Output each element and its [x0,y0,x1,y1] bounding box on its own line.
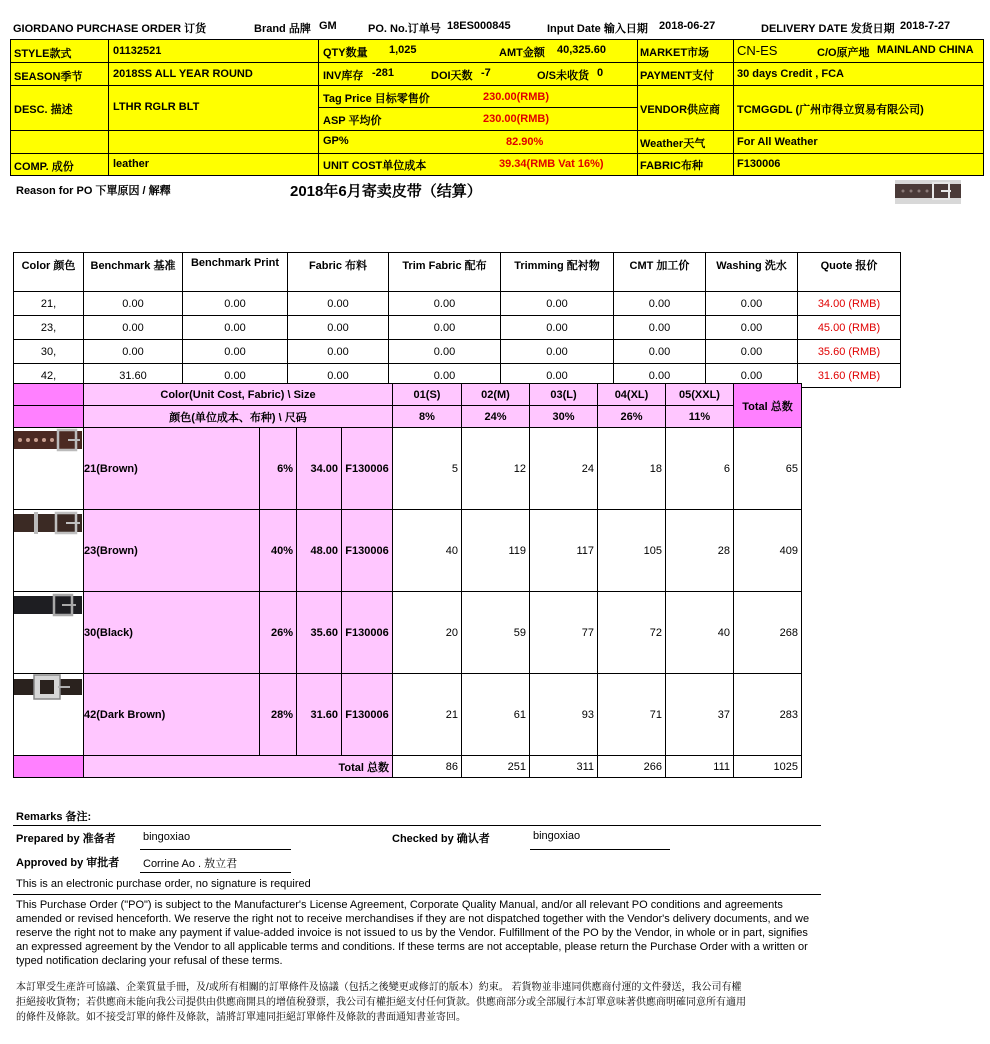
origin-value: MAINLAND CHINA [877,44,974,56]
approved-value: Corrine Ao . 敖立君 [143,858,238,870]
vendor-label: VENDOR供应商 [640,104,721,116]
qty-value: 1,025 [389,44,417,56]
gp-value: 82.90% [506,136,544,148]
asp-value: 230.00(RMB) [483,113,550,125]
remarks-label: Remarks 备注: [16,811,92,823]
terms-chinese [16,980,826,1025]
unit-cost-label: UNIT COST单位成本 [323,160,427,172]
qty-cell: 40 [393,510,462,592]
po-title: GIORDANO PURCHASE ORDER 订货 [13,23,207,35]
input-date-label: Input Date 输入日期 [547,23,648,35]
footer-total: 311 [530,756,598,778]
cost-cell: 0.00 [183,292,288,316]
terms-line: 的條件及條款。如不接受訂單的條件及條款，請將訂單連同拒絕訂單條件及條款的書面通知書並寄回。 [16,1012,466,1023]
qty-cell: 119 [462,510,530,592]
season-label: SEASON季节 [14,71,83,83]
color-cost: 31.60 [297,674,342,756]
qty-cell: 24 [530,428,598,510]
doi-label: DOI天数 [431,70,473,82]
color-name: 30(Black) [84,592,260,674]
qty-cell: 37 [666,674,734,756]
footer-total: 251 [462,756,530,778]
prepared-label: Prepared by 准备者 [16,833,116,845]
table-row [14,510,802,592]
qty-cell: 21 [393,674,462,756]
qty-cell: 117 [530,510,598,592]
doi-value: -7 [481,67,491,79]
checked-label: Checked by 确认者 [392,833,490,845]
desc-value: LTHR RGLR BLT [113,101,200,113]
desc-label: DESC. 描述 [14,104,73,116]
cost-cell: 0.00 [501,292,614,316]
brand-value: GM [319,20,337,32]
color-fabric: F130006 [342,592,393,674]
cost-cell: 0.00 [84,316,183,340]
size-header: 01(S) [393,384,462,406]
size-header: 02(M) [462,384,530,406]
terms-line: This Purchase Order ("PO") is subject to the Manufacturer's License Agreement, Corporate Quality Manual, and/or all relevant PO conditions and agreements [16,899,783,911]
reason-label: Reason for PO 下單原因 / 解釋 [16,185,171,197]
asp-label: ASP 平均价 [323,115,382,127]
cost-cell: 0.00 [706,316,798,340]
cost-header-cell: Benchmark 基准 [84,253,183,292]
unit-cost-value: 39.34(RMB Vat 16%) [499,158,604,170]
terms-line: 拒絕接收貨物；若供應商未能向我公司提供由供應商開具的增值稅發票，我公司有權拒絕支付任何貨款。供應商部分或全部履行本訂單意味著供應商明確同意所有適用 [16,997,746,1008]
cost-cell: 0.00 [183,364,288,388]
cost-header-cell: Benchmark Print [183,253,288,292]
row-total: 409 [734,510,802,592]
belt-image [14,674,84,756]
color-fabric: F130006 [342,428,393,510]
terms-line: 本訂單受生產許可協議、企業質量手冊，及/或所有相關的訂單條件及協議（包括之後變更或修訂的版本）約束。 若貨物並非連同供應商付運的文件發送，我公司有權 [16,982,742,993]
cost-cell: 0.00 [706,340,798,364]
quote-cell: 35.60 (RMB) [798,340,901,364]
belt-image [14,428,84,510]
po-number-label: PO. No.订单号 [368,23,441,35]
total-row [14,756,802,778]
color-cost: 48.00 [297,510,342,592]
header-blank [14,406,84,428]
qty-cell: 18 [598,428,666,510]
weather-label: Weather天气 [640,138,706,150]
qty-cell: 93 [530,674,598,756]
qty-cell: 20 [393,592,462,674]
size-pct: 24% [462,406,530,428]
qty-cell: 12 [462,428,530,510]
color-pct: 6% [260,428,297,510]
delivery-date-label: DELIVERY DATE 发货日期 [761,23,895,35]
weather-value: For All Weather [737,136,818,148]
cost-cell: 23, [14,316,84,340]
table-row [14,316,901,340]
cost-cell: 0.00 [706,292,798,316]
terms-line: typed notification declaring your refusal of these terms. [16,955,283,967]
cost-header-cell: Washing 洗水 [706,253,798,292]
cost-cell: 0.00 [501,364,614,388]
qty-label: QTY数量 [323,47,368,59]
divider [13,825,821,826]
signature-line [140,872,291,873]
brand-label: Brand 品牌 [254,23,311,35]
cost-cell: 0.00 [183,316,288,340]
amt-label: AMT金额 [499,47,545,59]
color-cost: 34.00 [297,428,342,510]
cost-header-cell: CMT 加工价 [614,253,706,292]
origin-label: C/O原产地 [817,47,870,59]
color-pct: 40% [260,510,297,592]
size-pct: 26% [598,406,666,428]
market-label: MARKET市场 [640,47,710,59]
cost-breakdown-table [13,252,901,388]
cost-header-cell: Fabric 布料 [288,253,389,292]
style-value: 01132521 [113,45,162,57]
signature-line [530,849,670,850]
size-header: 03(L) [530,384,598,406]
cost-cell: 0.00 [614,340,706,364]
cost-cell: 0.00 [501,316,614,340]
color-cost: 35.60 [297,592,342,674]
style-label: STYLE款式 [14,48,72,60]
terms-line: reserve the right not to make any payment if value-added invoice is not issued to us by the Vendor. Fulfillment of the PO by the Vendor, in whole or in part, signifies [16,927,808,939]
quote-cell: 34.00 (RMB) [798,292,901,316]
inv-value: -281 [372,67,395,79]
footer-total: 86 [393,756,462,778]
gp-label: GP% [323,135,349,147]
terms-line: amended or revised henceforth. We reserve the right not to receive merchandises if they are not dispatched together with the Vendor's delivery documents, and we [16,913,810,925]
cost-cell: 21, [14,292,84,316]
cost-cell: 0.00 [288,316,389,340]
qty-cell: 105 [598,510,666,592]
cost-cell: 0.00 [288,340,389,364]
inv-label: INV库存 [323,70,364,82]
fabric-value: F130006 [737,158,781,170]
market-value: CN-ES [737,43,778,58]
quote-cell: 31.60 (RMB) [798,364,901,388]
cost-header-cell: Trimming 配衬物 [501,253,614,292]
size-breakdown-table [13,383,802,778]
belt-image [14,592,84,674]
cost-cell: 0.00 [706,364,798,388]
payment-value: 30 days Credit , FCA [737,68,844,80]
input-date: 2018-06-27 [659,20,716,32]
po-number: 18ES000845 [447,20,511,32]
cost-cell: 0.00 [389,340,501,364]
qty-cell: 77 [530,592,598,674]
terms-line: an expressed agreement by the Vendor to all applicable terms and conditions. If these terms are not acceptable, please return the Purchase Order with a written or [16,941,808,953]
table-row [14,340,901,364]
cost-cell: 0.00 [84,292,183,316]
table-row [14,592,802,674]
footer-blank [14,756,84,778]
electronic-note: This is an electronic purchase order, no signature is required [16,878,311,890]
cost-cell: 0.00 [389,292,501,316]
qty-cell: 59 [462,592,530,674]
row-total: 268 [734,592,802,674]
cost-cell: 0.00 [288,292,389,316]
cost-cell: 0.00 [501,340,614,364]
tag-price-label: Tag Price 目标零售价 [323,93,430,105]
size-header-label-cn: 颜色(单位成本、布种) \ 尺码 [84,406,393,428]
prepared-value: bingoxiao [143,831,191,843]
payment-label: PAYMENT支付 [640,70,714,82]
footer-total-label: Total 总数 [84,756,393,778]
cost-cell: 0.00 [288,364,389,388]
signature-line [140,849,291,850]
delivery-date: 2018-7-27 [900,20,951,32]
cost-header-cell: Color 颜色 [14,253,84,292]
qty-cell: 40 [666,592,734,674]
approved-label: Approved by 审批者 [16,857,120,869]
qty-cell: 71 [598,674,666,756]
belt-image [14,510,84,592]
cost-header-row [14,253,901,292]
cost-cell: 0.00 [389,364,501,388]
qty-cell: 5 [393,428,462,510]
tag-price-value: 230.00(RMB) [483,91,550,103]
color-name: 23(Brown) [84,510,260,592]
size-pct: 30% [530,406,598,428]
qty-cell: 72 [598,592,666,674]
os-value: 0 [597,67,604,79]
color-pct: 26% [260,592,297,674]
cost-cell: 0.00 [614,364,706,388]
cost-cell: 0.00 [389,316,501,340]
cost-cell: 0.00 [614,316,706,340]
vendor-value: TCMGGDL (广州市得立贸易有限公司) [737,104,924,116]
cost-cell: 0.00 [614,292,706,316]
cost-cell: 0.00 [183,340,288,364]
color-name: 42(Dark Brown) [84,674,260,756]
size-header-label: Color(Unit Cost, Fabric) \ Size [84,384,393,406]
divider [13,894,821,895]
cost-cell: 31.60 [84,364,183,388]
total-header: Total 总数 [734,384,802,428]
reason-text: 2018年6月寄卖皮带（结算） [290,183,482,200]
color-name: 21(Brown) [84,428,260,510]
grand-total: 1025 [734,756,802,778]
table-row [14,674,802,756]
color-pct: 28% [260,674,297,756]
comp-value: leather [113,158,150,170]
quote-cell: 45.00 (RMB) [798,316,901,340]
product-thumbnail [895,180,961,204]
header-blank [14,384,84,406]
amt-value: 40,325.60 [557,44,606,56]
comp-label: COMP. 成份 [14,161,74,173]
qty-cell: 28 [666,510,734,592]
table-row [14,292,901,316]
cost-cell: 0.00 [84,340,183,364]
color-fabric: F130006 [342,510,393,592]
fabric-label: FABRIC布种 [640,160,703,172]
footer-total: 111 [666,756,734,778]
footer-total: 266 [598,756,666,778]
table-row [14,428,802,510]
size-pct: 11% [666,406,734,428]
order-info-grid [10,39,984,176]
row-total: 283 [734,674,802,756]
season-value: 2018SS ALL YEAR ROUND [113,68,253,80]
size-pct: 8% [393,406,462,428]
qty-cell: 6 [666,428,734,510]
cost-cell: 30, [14,340,84,364]
size-header: 05(XXL) [666,384,734,406]
row-total: 65 [734,428,802,510]
size-header: 04(XL) [598,384,666,406]
checked-value: bingoxiao [533,830,581,842]
qty-cell: 61 [462,674,530,756]
cost-cell: 42, [14,364,84,388]
color-fabric: F130006 [342,674,393,756]
cost-header-cell: Trim Fabric 配布 [389,253,501,292]
cost-header-cell: Quote 报价 [798,253,901,292]
os-label: O/S未收货 [537,70,589,82]
terms-english [16,898,826,968]
